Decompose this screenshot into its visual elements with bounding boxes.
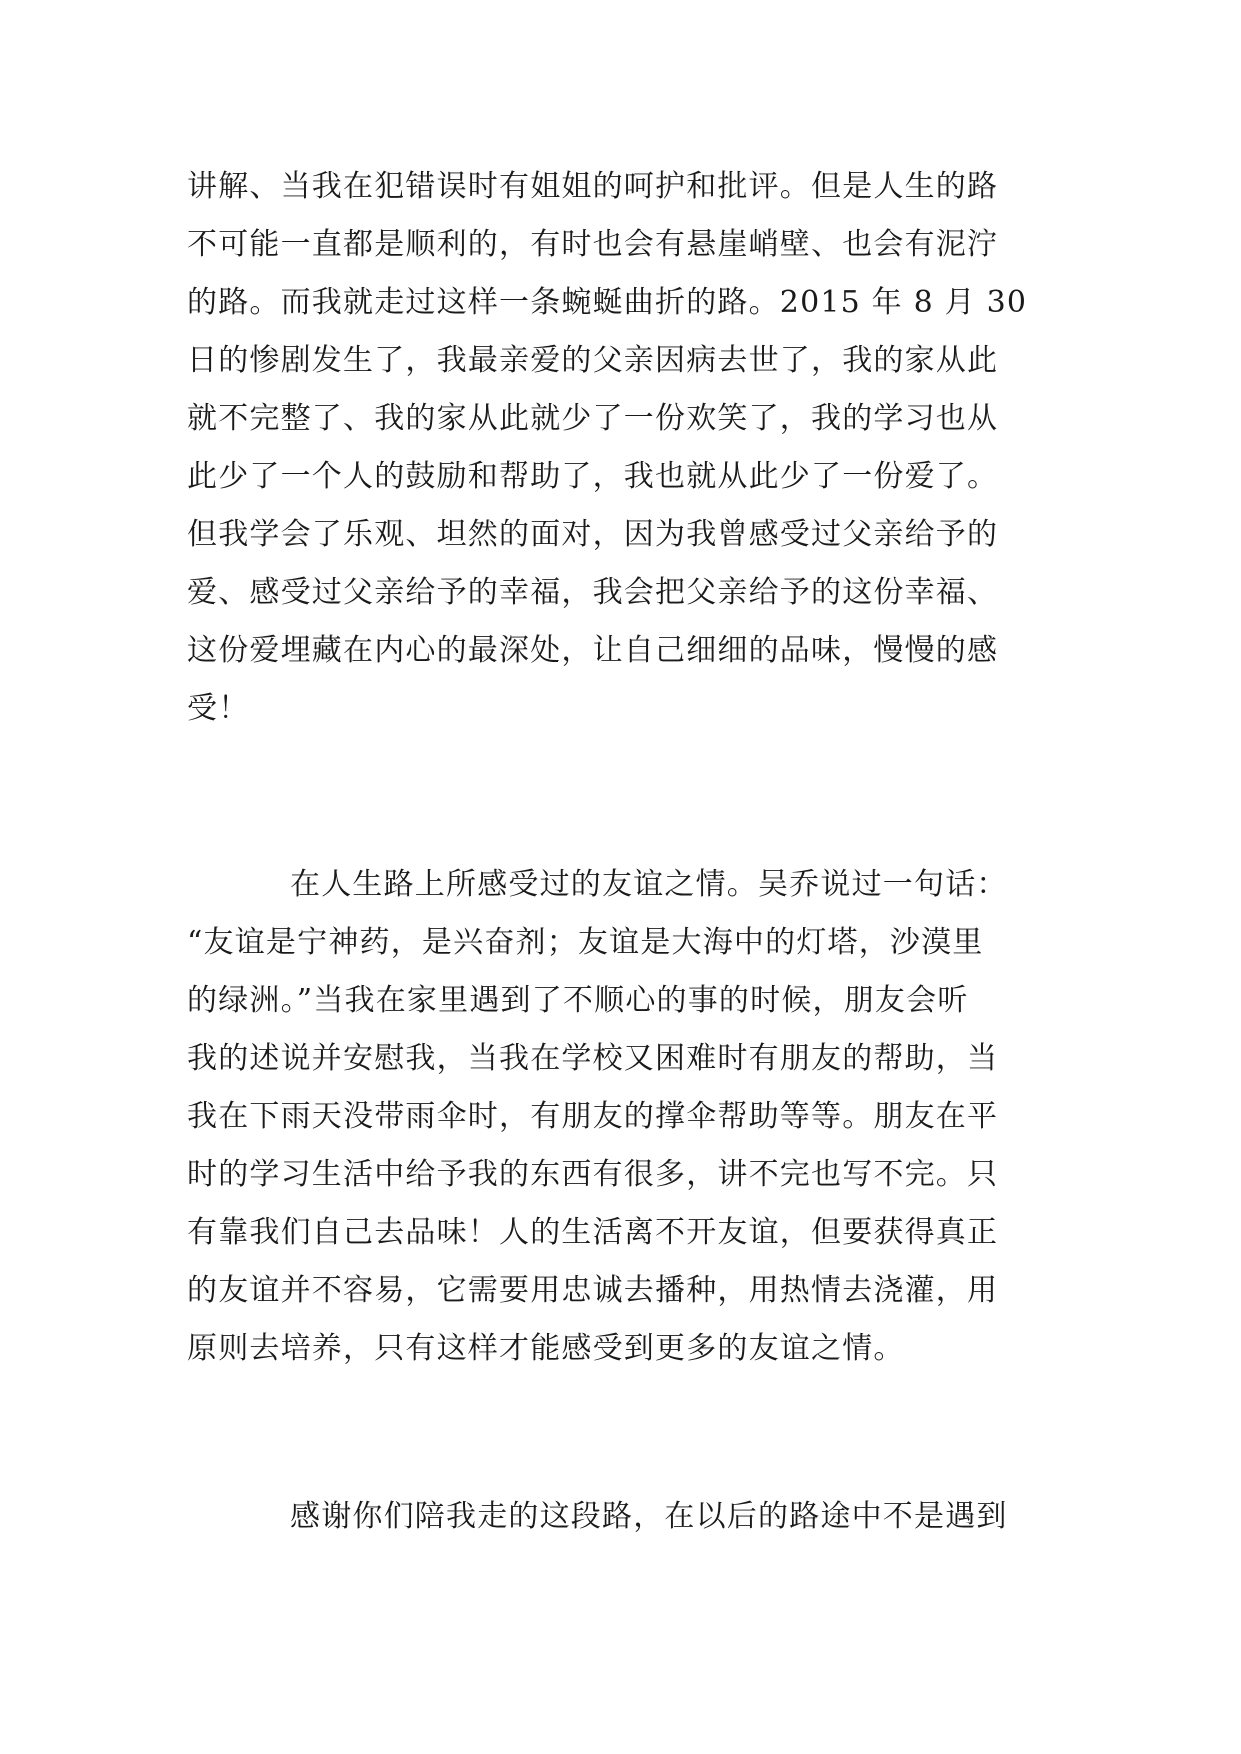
text-line: 我在下雨天没带雨伞时，有朋友的撑伞帮助等等。朋友在平	[187, 1099, 999, 1134]
text-line: 此少了一个人的鼓励和帮助了，我也就从此少了一份爱了。	[187, 459, 999, 494]
paragraph-friendship	[187, 856, 1057, 1378]
text-line-indented: 感谢你们陪我走的这段路，在以后的路途中不是遇到	[290, 1499, 1008, 1534]
paragraph-gratitude	[187, 1488, 1057, 1546]
text-line: 的路。而我就走过这样一条蜿蜒曲折的路。2015 年 8 月 30	[187, 285, 1028, 320]
text-line: 受！	[187, 691, 250, 726]
text-line: 原则去培养，只有这样才能感受到更多的友谊之情。	[187, 1331, 905, 1366]
text-line: 不可能一直都是顺利的，有时也会有悬崖峭壁、也会有泥泞	[187, 227, 999, 262]
paragraph-loss-of-father	[187, 158, 1057, 738]
text-line-indented: 在人生路上所感受过的友谊之情。吴乔说过一句话：	[290, 867, 1008, 902]
text-line: 但我学会了乐观、坦然的面对，因为我曾感受过父亲给予的	[187, 517, 999, 552]
text-line: “友谊是宁神药，是兴奋剂；友谊是大海中的灯塔，沙漠里	[187, 925, 984, 960]
text-line: 讲解、当我在犯错误时有姐姐的呵护和批评。但是人生的路	[187, 169, 999, 204]
text-line: 这份爱埋藏在内心的最深处，让自己细细的品味，慢慢的感	[187, 633, 999, 668]
text-line: 爱、感受过父亲给予的幸福，我会把父亲给予的这份幸福、	[187, 575, 999, 610]
text-line: 的友谊并不容易，它需要用忠诚去播种，用热情去浇灌，用	[187, 1273, 999, 1308]
text-line: 日的惨剧发生了，我最亲爱的父亲因病去世了，我的家从此	[187, 343, 999, 378]
text-line: 我的述说并安慰我，当我在学校又困难时有朋友的帮助，当	[187, 1041, 999, 1076]
text-line: 的绿洲。”当我在家里遇到了不顺心的事的时候，朋友会听	[187, 983, 969, 1018]
text-line: 就不完整了、我的家从此就少了一份欢笑了，我的学习也从	[187, 401, 999, 436]
text-line: 有靠我们自己去品味！人的生活离不开友谊，但要获得真正	[187, 1215, 999, 1250]
text-line: 时的学习生活中给予我的东西有很多，讲不完也写不完。只	[187, 1157, 999, 1192]
